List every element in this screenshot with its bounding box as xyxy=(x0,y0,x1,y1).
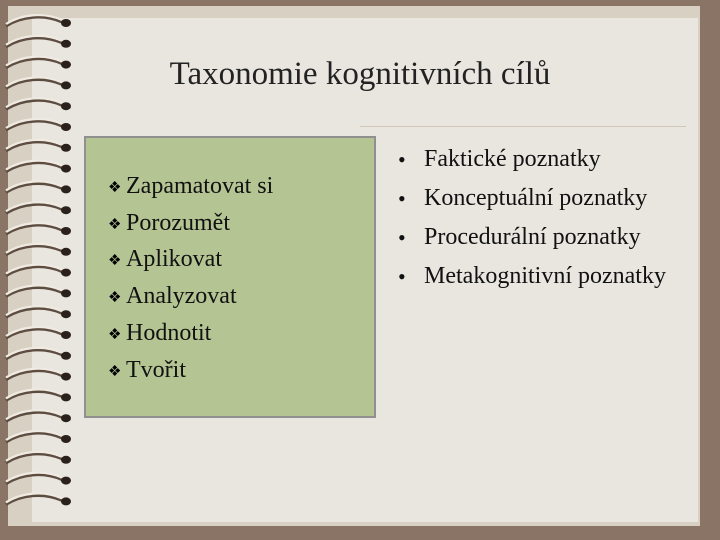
cognitive-process-list xyxy=(108,168,273,388)
list-item xyxy=(108,278,273,315)
diamond-bullet-icon: ❖ xyxy=(108,180,122,196)
title-divider xyxy=(360,126,686,127)
diamond-bullet-icon: ❖ xyxy=(108,253,122,270)
diamond-bullet-icon: ❖ xyxy=(108,326,122,343)
list-item-label: Tvořit xyxy=(126,356,186,383)
list-item-label: Faktické poznatky xyxy=(424,146,601,172)
bullet-icon: • xyxy=(398,147,406,172)
list-item-label: Porozumět xyxy=(126,209,230,236)
bullet-icon: • xyxy=(398,186,406,211)
list-item-label: Konceptuální poznatky xyxy=(424,185,648,211)
list-item xyxy=(108,352,273,389)
list-item-label: Metakognitivní poznatky xyxy=(424,263,666,289)
list-item-label: Zapamatovat si xyxy=(126,173,274,199)
list-item-label: Procedurální poznatky xyxy=(424,224,641,250)
knowledge-type-list xyxy=(394,144,694,300)
list-item-label: Hodnotit xyxy=(126,319,212,346)
bullet-icon: • xyxy=(398,264,406,289)
list-item xyxy=(394,144,694,175)
diamond-bullet-icon: ❖ xyxy=(108,216,122,233)
list-item xyxy=(394,183,694,214)
slide-title: Taxonomie kognitivních cílů xyxy=(169,56,551,92)
bullet-icon: • xyxy=(398,225,406,250)
diamond-bullet-icon: ❖ xyxy=(108,363,122,380)
list-item xyxy=(394,222,694,253)
list-item xyxy=(108,315,273,352)
list-item xyxy=(394,261,694,292)
list-item-label: Aplikovat xyxy=(126,246,222,273)
list-item xyxy=(108,205,273,242)
list-item xyxy=(108,241,273,278)
diamond-bullet-icon: ❖ xyxy=(108,290,122,307)
cognitive-process-box xyxy=(84,136,376,418)
list-item xyxy=(108,168,273,205)
list-item-label: Analyzovat xyxy=(126,283,237,310)
